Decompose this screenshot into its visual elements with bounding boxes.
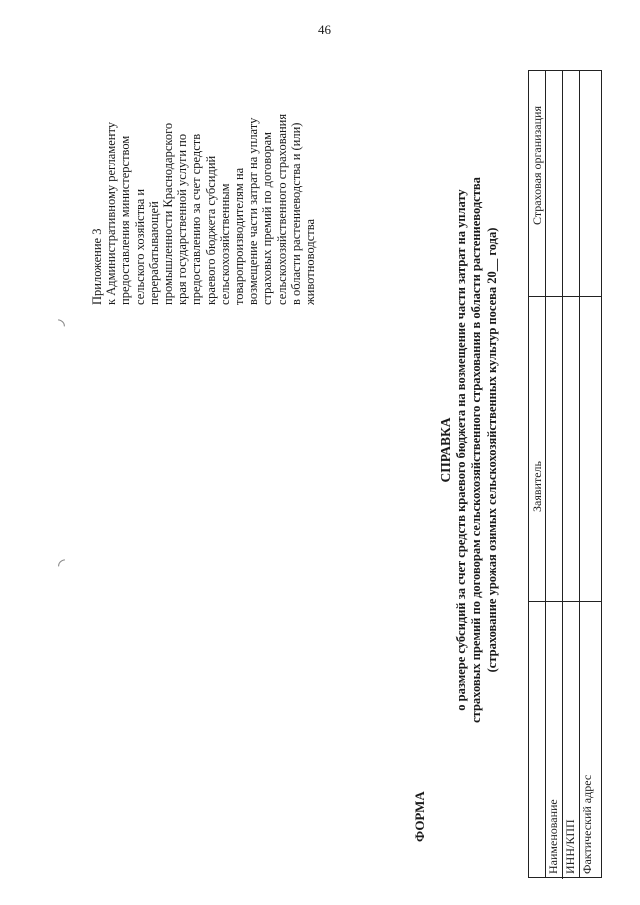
title-line: о размере субсидий за счет средств краевого бюджета на возмещение части затрат на уплату <box>453 189 468 711</box>
form-label: ФОРМА <box>412 791 427 842</box>
row-address: Фактический адрес <box>580 774 594 874</box>
appendix-line: товаропроизводителям на <box>232 167 247 305</box>
title-line: (страхование урожая озимых сельскохозяйственных культур посева 20__ года) <box>484 227 499 673</box>
appendix-line: Приложение 3 <box>90 228 104 305</box>
appendix-line: края государственной услуги по <box>175 133 190 305</box>
appendix-line: перерабатывающей <box>146 201 161 305</box>
page-number: 46 <box>318 22 331 37</box>
appendix-line: краевого бюджета субсидий <box>203 155 218 305</box>
scan-mark: ◜ <box>58 555 65 576</box>
appendix-line: сельскохозяйственным <box>217 183 232 305</box>
document-title <box>438 55 500 845</box>
scan-mark: ◝ <box>58 315 65 336</box>
appendix-line: возмещение части затрат на уплату <box>246 117 261 305</box>
appendix-line: в области растениеводства и (или) <box>288 122 303 305</box>
appendix-line: сельскохозяйственного страхования <box>274 113 289 305</box>
appendix-line: страховых премий по договорам <box>260 131 275 305</box>
appendix-line: промышленности Краснодарского <box>161 122 176 305</box>
row-name: Наименование <box>546 799 560 874</box>
appendix-line: животноводства <box>303 219 318 305</box>
header-applicant: Заявитель <box>530 461 544 512</box>
appendix-line: предоставлению за счет средств <box>189 133 204 305</box>
appendix-line: сельского хозяйства и <box>132 188 147 305</box>
row-inn-kpp: ИНН/КПП <box>563 819 577 874</box>
header-insurer: Страховая организация <box>530 106 544 225</box>
title-main: СПРАВКА <box>438 417 453 483</box>
appendix-line: к Административному регламенту <box>104 121 119 305</box>
appendix-note <box>90 40 317 305</box>
appendix-line: предоставления министерством <box>118 135 133 305</box>
title-line: страховых премий по договорам сельскохозяйственного страхования в области растениеводства <box>469 177 483 723</box>
